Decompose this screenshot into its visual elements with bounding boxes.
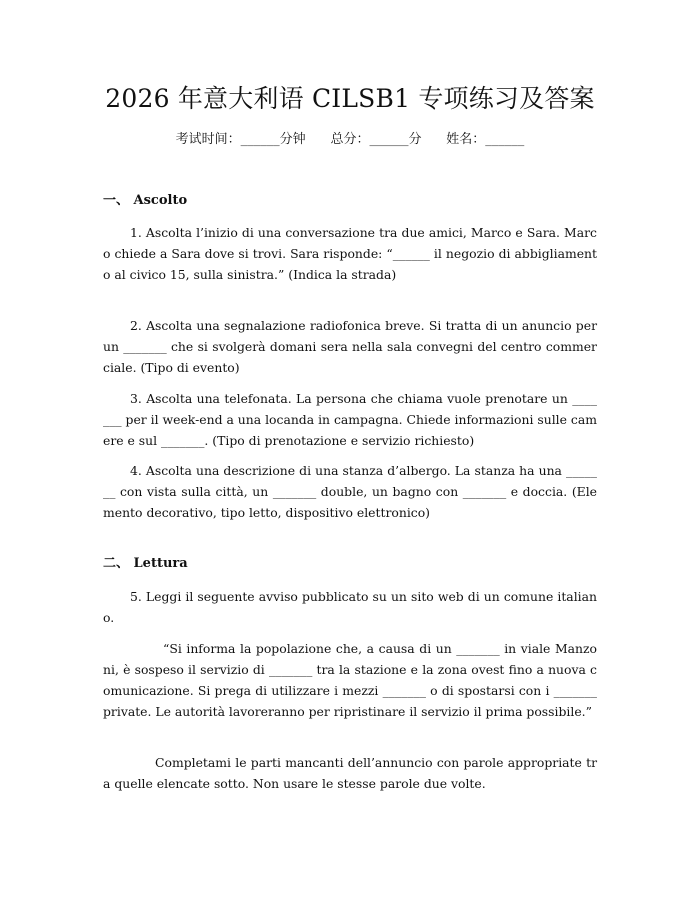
question-1: 1. Ascolta l’inizio di una conversazione tra due amici, Marco e Sara. Marco chiede a Sara dove si trovi. Sara risponde: “______ il negozio di abbigliamento al civico 15, sulla sinistra.” (Indica la strada) (103, 225, 597, 282)
score-field: 总分：______分 (330, 132, 422, 147)
section-heading-lettura: 二、 Lettura (103, 556, 188, 571)
instruction-text: Completami le parti mancanti dell’annuncio con parole appropriate tra quelle elencate sotto. Non usare le stesse parole due volte. (103, 755, 597, 791)
name-field: 姓名：______ (446, 132, 525, 147)
section-heading-ascolto: 一、 Ascolto (103, 193, 188, 208)
question-2: 2. Ascolta una segnalazione radiofonica breve. Si tratta di un anuncio per un _______ che si svolgerà domani sera nella sala convegni del centro commerciale. (Tipo di evento) (103, 318, 597, 375)
question-5: 5. Leggi il seguente avviso pubblicato su un sito web di un comune italiano. (103, 589, 597, 625)
time-field: 考试时间：______分钟 (175, 132, 306, 147)
question-3: 3. Ascolta una telefonata. La persona che chiama vuole prenotare un _______ per il week-end a una locanda in campagna. Chiede informazioni sulle camere e sul _______. (Tipo di prenotazione e servizio richiesto) (103, 391, 597, 448)
page-title: 2026 年意大利语 CILSB1 专项练习及答案 (105, 84, 595, 113)
question-4: 4. Ascolta una descrizione di una stanza d’albergo. La stanza ha una _______ con vista sulla città, un _______ double, un bagno con _______ e doccia. (Elemento decorativo, tipo letto, dispositivo elettronico) (103, 463, 597, 520)
notice-quote: “Si informa la popolazione che, a causa di un _______ in viale Manzoni, è sospeso il servizio di _______ tra la stazione e la zona ovest fino a nuova comunicazione. Si prega di utilizzare i mezzi _______ o di spostarsi con i _______ private. Le autorità lavoreranno per ripristinare il servizio il prima possibile.” (103, 641, 597, 719)
exam-meta (0, 130, 700, 150)
